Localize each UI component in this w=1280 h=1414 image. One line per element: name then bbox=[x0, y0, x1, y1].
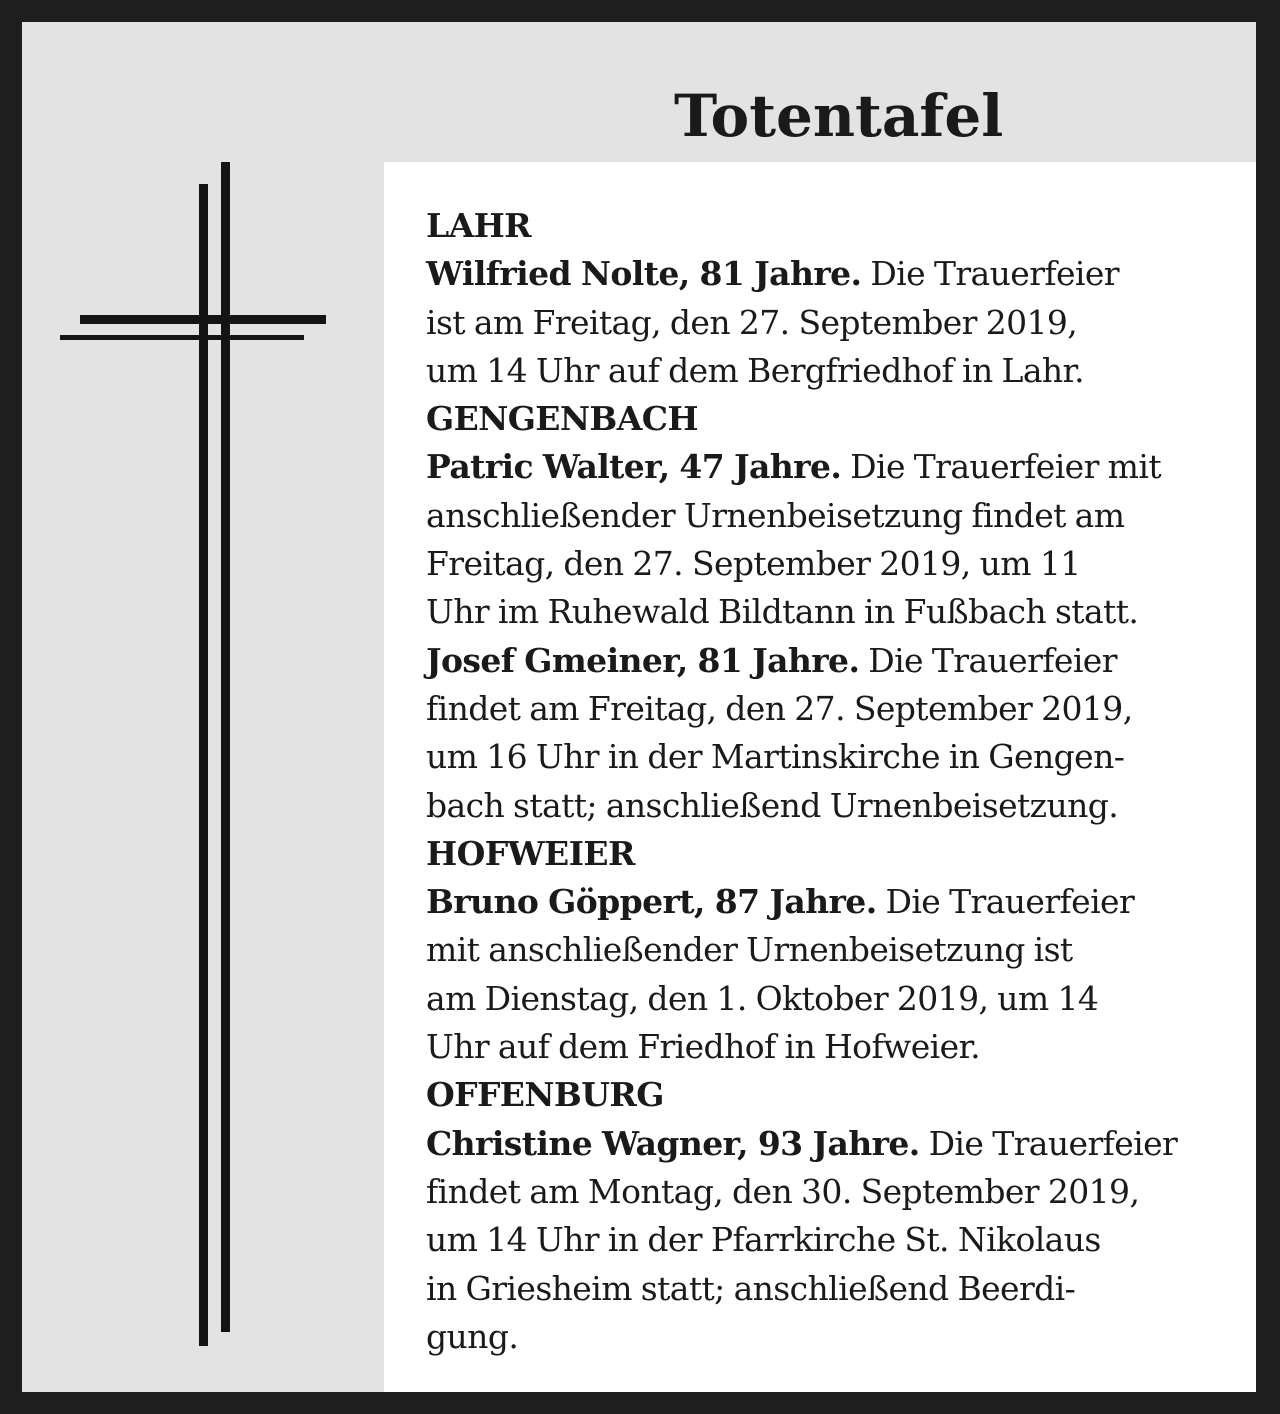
obituary-entry-line: um 14 Uhr in der Pfarrkirche St. Nikolaus bbox=[426, 1220, 1101, 1260]
obituary-entry-line: um 16 Uhr in der Martinskirche in Gengen- bbox=[426, 737, 1125, 777]
obituary-entry-first-line bbox=[426, 443, 1236, 491]
obituary-entry-line: bach statt; anschließend Urnenbeisetzung. bbox=[426, 785, 1119, 825]
obituary-entry-line: in Griesheim statt; anschließend Beerdi- bbox=[426, 1268, 1076, 1308]
obituary-entry-first-line bbox=[426, 878, 1236, 926]
deceased-name: Wilfried Nolte, 81 Jahre. bbox=[426, 254, 862, 294]
obituary-text bbox=[426, 202, 1236, 1361]
obituary-entry-line: Uhr im Ruhewald Bildtann in Fußbach statt. bbox=[426, 592, 1139, 632]
obituary-detail-text: Die Trauerfeier bbox=[876, 882, 1135, 922]
obituary-detail-text: Die Trauerfeier bbox=[919, 1123, 1178, 1163]
deceased-name: Bruno Göppert, 87 Jahre. bbox=[426, 882, 877, 922]
deceased-name: Christine Wagner, 93 Jahre. bbox=[426, 1123, 920, 1163]
obituary-entry-line: am Dienstag, den 1. Oktober 2019, um 14 bbox=[426, 978, 1099, 1018]
cross-icon-vertical-left bbox=[199, 184, 208, 1346]
town-heading: HOFWEIER bbox=[426, 833, 635, 873]
obituary-listing bbox=[384, 162, 1256, 1392]
town-heading: GENGENBACH bbox=[426, 399, 698, 439]
obituary-detail-text: Die Trauerfeier bbox=[861, 254, 1119, 294]
obituary-entry-first-line bbox=[426, 637, 1236, 685]
obituary-entry-first-line bbox=[426, 1120, 1236, 1168]
town-heading: OFFENBURG bbox=[426, 1075, 664, 1115]
cross-icon-crossbar-lower bbox=[60, 335, 304, 340]
deceased-name: Josef Gmeiner, 81 Jahre. bbox=[426, 640, 860, 680]
obituary-entry-line: Freitag, den 27. September 2019, um 11 bbox=[426, 544, 1081, 584]
obituary-entry-line: anschließender Urnenbeisetzung findet am bbox=[426, 495, 1125, 535]
obituary-entry-line: ist am Freitag, den 27. September 2019, bbox=[426, 302, 1078, 342]
obituary-detail-text: Die Trauerfeier mit bbox=[841, 447, 1161, 487]
town-heading: LAHR bbox=[426, 206, 532, 245]
obituary-entry-line: findet am Montag, den 30. September 2019, bbox=[426, 1171, 1140, 1211]
obituary-entry-line: um 14 Uhr auf dem Bergfriedhof in Lahr. bbox=[426, 350, 1084, 390]
deceased-name: Patric Walter, 47 Jahre. bbox=[426, 447, 842, 487]
obituary-entry-line: gung. bbox=[426, 1316, 519, 1356]
page-title: Totentafel bbox=[674, 82, 1004, 150]
obituary-entry-line: findet am Freitag, den 27. September 2019, bbox=[426, 688, 1133, 728]
obituary-entry-first-line bbox=[426, 250, 1236, 298]
obituary-entry-line: Uhr auf dem Friedhof in Hofweier. bbox=[426, 1027, 980, 1067]
obituary-entry-line: mit anschließender Urnenbeisetzung ist bbox=[426, 930, 1073, 970]
obituary-detail-text: Die Trauerfeier bbox=[859, 640, 1117, 680]
cross-icon-crossbar-upper bbox=[80, 315, 326, 324]
